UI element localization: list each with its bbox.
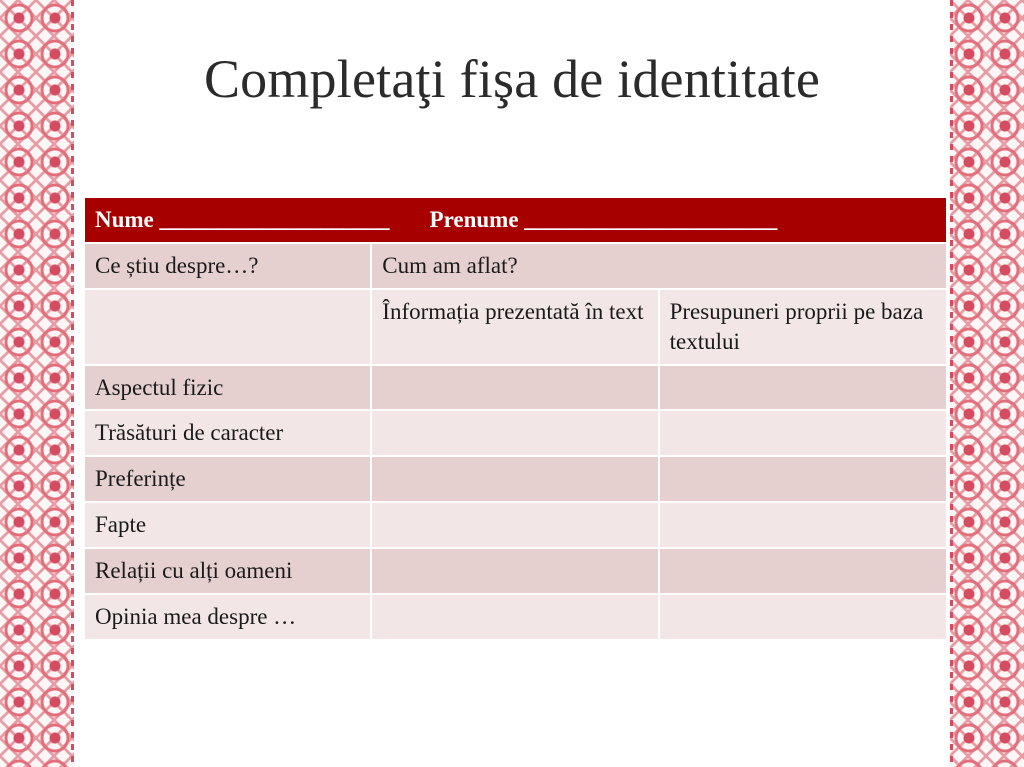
assumption-cell[interactable] [659,548,947,594]
row-label: Trăsături de caracter [84,410,371,456]
table-row [84,594,947,640]
info-cell[interactable] [371,410,658,456]
sub-header-row [84,289,947,365]
info-cell[interactable] [371,548,658,594]
assumption-cell[interactable] [659,456,947,502]
header-cell [84,197,947,243]
table-row [84,365,947,411]
info-cell[interactable] [371,502,658,548]
row-label: Aspectul fizic [84,365,371,411]
table-row [84,456,947,502]
identity-sheet-table [83,196,948,641]
table-row [84,502,947,548]
sub-header-empty-cell [84,289,371,365]
page-title: Completaţi fişa de identitate [203,49,821,109]
embroidery-border-right-icon [950,0,1024,767]
assumption-cell[interactable] [659,594,947,640]
prenume-label: Prenume ______________________ [429,207,778,232]
row-label: Preferințe [84,456,371,502]
intro-row [84,243,947,289]
info-cell[interactable] [371,365,658,411]
table-row [84,410,947,456]
row-label: Fapte [84,502,371,548]
info-cell[interactable] [371,594,658,640]
assumption-cell[interactable] [659,502,947,548]
table-header-row [84,197,947,243]
assumption-cell[interactable] [659,365,947,411]
embroidery-border-left-icon [0,0,74,767]
nume-label: Nume ____________________ [95,207,390,232]
row-label: Relații cu alți oameni [84,548,371,594]
what-i-know-cell: Ce știu despre…? [84,243,371,289]
table-row [84,548,947,594]
own-assumptions-header: Presupuneri proprii pe baza textului [659,289,947,365]
how-i-found-cell: Cum am aflat? [371,243,947,289]
info-in-text-header: Înformația prezentată în text [371,289,658,365]
assumption-cell[interactable] [659,410,947,456]
info-cell[interactable] [371,456,658,502]
row-label: Opinia mea despre … [84,594,371,640]
